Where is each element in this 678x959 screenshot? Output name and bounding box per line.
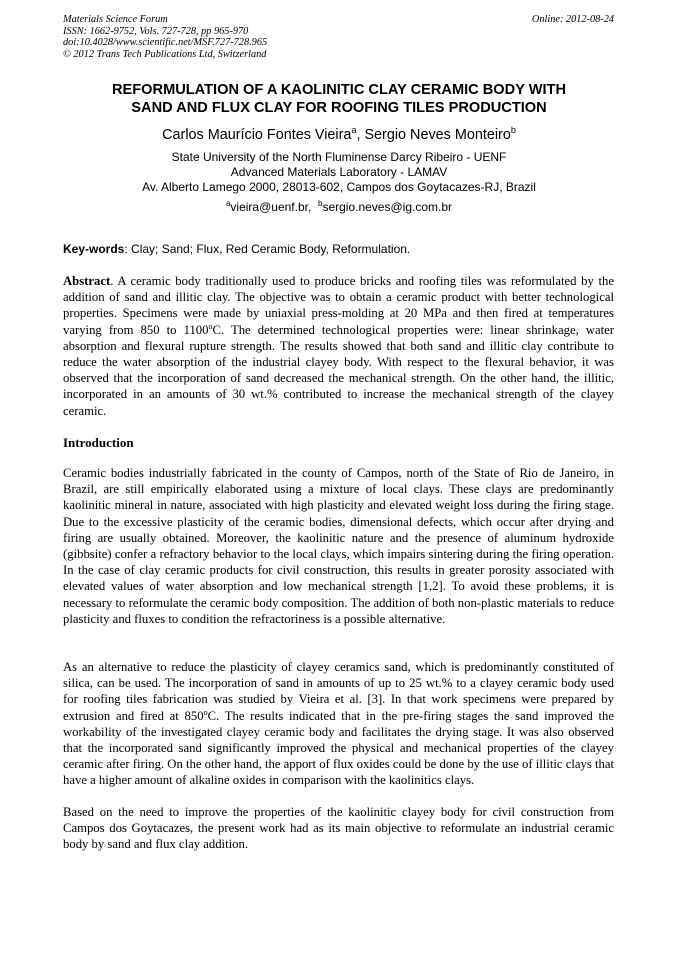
affiliation (60, 150, 618, 196)
introduction-paragraph-2 (63, 659, 614, 789)
author-1: Carlos Maurício Fontes Vieira (162, 127, 352, 143)
online-date: Online: 2012-08-24 (531, 14, 614, 25)
title-line-1: REFORMULATION OF A KAOLINITIC CLAY CERAMIC BODY WITH (111, 82, 566, 98)
introduction-paragraph-1: Ceramic bodies industrially fabricated in the county of Campos, north of the State of Rio de Janeiro, in Brazil, are still empirically elaborated using a mixture of local clays. These clays are predominantly kaolinitic mineral in nature, associated with high plasticity and elevated weight loss during the firing stage. Due to the excessive plasticity of the ceramic bodies, dimensional defects, which occur after drying and firing are usually obtained. Moreover, the kaolinitic nature and the presence of aluminum hydroxide (gibbsite) confer a refractory behavior to the local clays, which impairs sintering during the firing operation. In the case of clay ceramic products for civil construction, this results in greater porosity associated with elevated values of water absorption and low mechanical strength [1,2]. To avoid these problems, it is necessary to reformulate the ceramic body composition. The addition of both non-plastic materials to reduce plasticity and fluxes to condition the refractoriness is a possible alternative. (63, 466, 614, 626)
abstract-text-part-2: C. The determined technological properties were: linear shrinkage, water absorption and flexural rupture strength. The results showed that both sand and illitic clay contribute to reduce the water absorption of the industrial clayey body. With respect to the flexural behavior, it was observed that the incorporation of sand decreased the mechanical strength. On the other hand, the illitic, incorporated in an amounts of 30 wt.% contributed to increase the mechanical strength of the clayey ceramic. (63, 322, 614, 418)
author-emails (60, 200, 618, 215)
email-2-mark: b (317, 199, 323, 208)
journal-header (63, 14, 267, 60)
keywords-text: : Clay; Sand; Flux, Red Ceramic Body, Reformulation. (124, 242, 411, 256)
paper-title (60, 81, 618, 117)
abstract-paragraph (63, 273, 614, 419)
affiliation-line-2: Advanced Materials Laboratory - LAMAV (230, 165, 448, 180)
title-line-2: SAND AND FLUX CLAY FOR ROOFING TILES PRODUCTION (131, 100, 547, 116)
email-1: vieira@uenf.br, (230, 200, 312, 214)
author-2: Sergio Neves Monteiro (364, 127, 511, 143)
author-2-affiliation-mark: b (510, 125, 516, 135)
email-1-mark: a (225, 199, 231, 208)
journal-name: Materials Science Forum (63, 14, 168, 25)
affiliation-line-1: State University of the North Fluminense Darcy Ribeiro - UENF (171, 150, 507, 164)
introduction-heading: Introduction (63, 435, 134, 450)
doi-line: doi:10.4028/www.scientific.net/MSF.727-728.965 (63, 37, 268, 49)
email-2: sergio.neves@ig.com.br (322, 200, 453, 214)
intro-p2-part-2: C. The results indicated that in the pre-firing stages the sand improved the workability of the investigated clayey ceramic body and facilitates the drying stage. It was also observed that the incorporated sand significantly improved the physical and mechanical properties of the clayey ceramic after firing. On the other hand, the apport of flux oxides could be done by the use of illitic clays that have a higher amount of alkaline oxides in comparison with the kaolinitics clays. (63, 708, 614, 788)
issn-line: ISSN: 1662-9752, Vols. 727-728, pp 965-970 (63, 25, 249, 37)
degree-mark: o (203, 707, 208, 717)
affiliation-line-3: Av. Alberto Lamego 2000, 28013-602, Campos dos Goytacazes-RJ, Brazil (142, 180, 536, 195)
degree-mark: o (208, 321, 213, 331)
keywords-label: Key-words (63, 242, 125, 256)
author-separator: , (356, 127, 365, 143)
author-list (60, 126, 618, 144)
introduction-paragraph-3: Based on the need to improve the properties of the kaolinitic clayey body for civil construction from Campos dos Goytacazes, the present work had as its main objective to reformulate an industrial ceramic body by sand and flux clay addition. (63, 805, 614, 852)
author-1-affiliation-mark: a (351, 125, 357, 135)
intro-p2-part-1: As an alternative to reduce the plasticity of clayey ceramics sand, which is predominantly constituted of silica, can be used. The incorporation of sand in amounts of up to 25 wt.% to a clayey ceramic body used for roofing tiles fabrication was studied by Vieira et al. [3]. In that work specimens were prepared by extrusion and fired at 850 (63, 660, 614, 723)
abstract-label: Abstract (63, 274, 111, 288)
keywords (63, 242, 623, 257)
copyright-line: © 2012 Trans Tech Publications Ltd, Switzerland (63, 48, 267, 60)
abstract-text-part-1: . A ceramic body traditionally used to produce bricks and roofing tiles was reformulated by the addition of sand and illitic clay. The objective was to obtain a ceramic product with better technological properties. Specimens were made by uniaxial press-molding at 20 MPa and then fired at temperatures varying from 850 to 1100 (63, 274, 614, 337)
